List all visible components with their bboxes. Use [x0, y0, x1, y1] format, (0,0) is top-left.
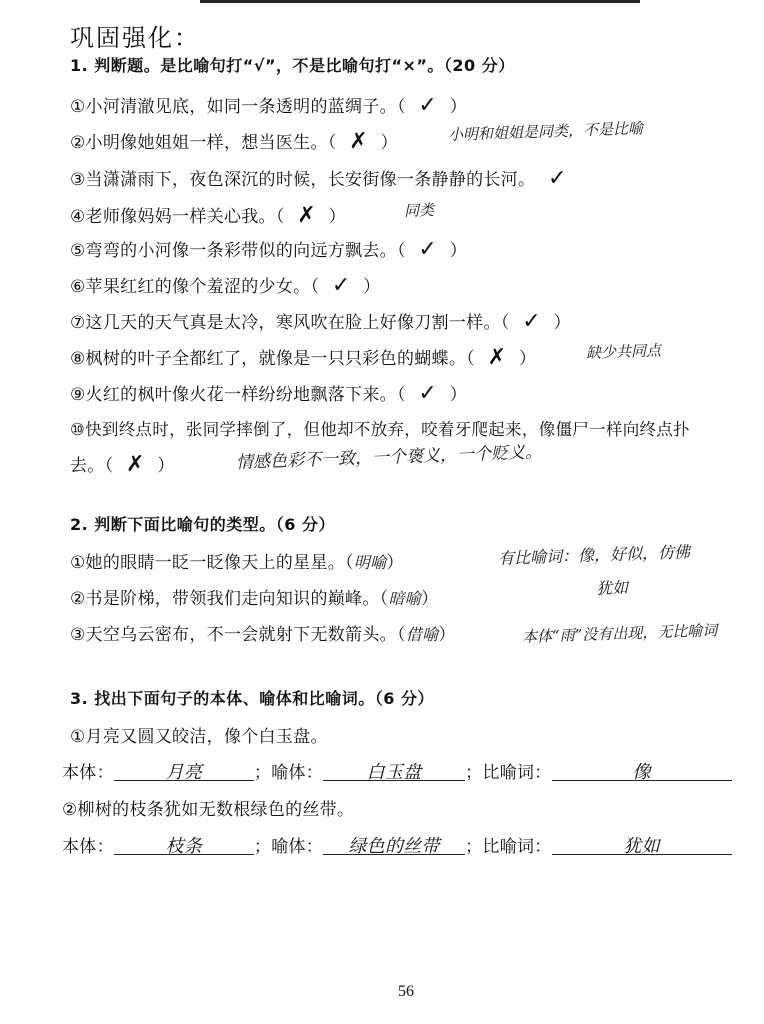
s1-open: （ [396, 241, 406, 261]
s1-item-text: ⑦这几天的天气真是太冷，寒风吹在脸上好像刀割一样。 [70, 313, 501, 333]
top-edge-line [200, 0, 640, 3]
s1-mark: ✗ [349, 129, 368, 154]
section3-heading: 3. 找出下面句子的本体、喻体和比喻词。（6 分） [70, 689, 434, 708]
s1-item-6 [70, 272, 381, 298]
s1-note-10: 情感色彩不一致，一个褒义，一个贬义。 [235, 442, 543, 473]
s1-item-text: ③当潇潇雨下，夜色深沉的时候，长安街像一条静静的长河。 [70, 170, 536, 190]
s2-close: ） [421, 589, 439, 609]
s1-open: （ [466, 349, 475, 369]
s1-close: ） [363, 277, 381, 297]
s1-item-text: ④老师像妈妈一样关心我。 [70, 207, 276, 227]
s1-mark: ✗ [297, 203, 317, 228]
s1-open: （ [310, 277, 320, 297]
biyuci-blank: 犹如 [552, 832, 732, 855]
s1-note-8: 缺少共同点 [585, 341, 662, 362]
s2-item-2 [70, 584, 438, 609]
s2-item-text: ②书是阶梯，带领我们走向知识的巅峰。 [70, 589, 380, 609]
s1-close: ） [449, 385, 468, 405]
s2-note-1b: 犹如 [595, 577, 629, 598]
s1-mark: ✓ [547, 166, 567, 191]
s3-row-2 [62, 832, 732, 857]
page-title: 巩固强化： [70, 24, 200, 52]
biyuci-label: ；比喻词： [465, 763, 552, 783]
s2-note-3: 本体“雨”没有出现，无比喻词 [521, 621, 718, 646]
s1-item-8 [70, 344, 536, 370]
s1-item-4 [70, 202, 346, 228]
s1-mark: ✓ [331, 273, 351, 298]
s1-mark: ✓ [522, 309, 541, 334]
s2-item-text: ①她的眼睛一眨一眨像天上的星星。 [70, 553, 346, 573]
yuti-label: ；喻体： [253, 763, 324, 783]
s1-item-7 [70, 308, 571, 334]
s1-item-1 [70, 92, 467, 118]
s1-close: ） [157, 456, 175, 476]
benti-label: 本体： [62, 763, 114, 783]
s1-open: （ [396, 97, 406, 117]
s1-note-2: 小明和姐姐是同类，不是比喻 [447, 119, 644, 144]
s2-answer: 暗喻 [388, 589, 422, 608]
s1-mark: ✓ [418, 381, 438, 406]
s1-item-text: ⑨火红的枫叶像火花一样纷纷地飘落下来。 [70, 385, 397, 405]
s1-item-10-line2 [70, 451, 175, 477]
s2-open: （ [396, 625, 406, 645]
benti-blank: 月亮 [114, 758, 254, 781]
s1-close: ） [380, 133, 398, 153]
s1-item-2 [70, 128, 398, 154]
s1-item-5 [70, 236, 467, 262]
s2-item-1 [70, 548, 404, 573]
s1-mark: ✓ [418, 93, 438, 118]
s1-item-text: 去。 [70, 456, 105, 476]
s2-answer: 明喻 [353, 553, 387, 572]
s1-item-9 [70, 380, 467, 406]
yuti-blank: 绿色的丝带 [323, 832, 465, 855]
s1-open: （ [500, 313, 510, 333]
s3-sentence-2: ②柳树的枝条犹如无数根绿色的丝带。 [62, 800, 355, 820]
biyuci-blank: 像 [552, 758, 732, 781]
benti-blank: 枝条 [114, 832, 254, 855]
s1-close: ） [328, 207, 346, 227]
s1-open: （ [327, 133, 337, 153]
page-number: 56 [398, 983, 414, 1000]
s3-row-1 [62, 758, 732, 783]
s1-open: （ [104, 456, 114, 476]
s1-open: （ [275, 207, 285, 227]
s1-item-text: ②小明像她姐姐一样，想当医生。 [70, 133, 328, 153]
section1-heading: 1. 判断题。是比喻句打“√”，不是比喻句打“×”。（20 分） [70, 56, 515, 75]
s1-close: ） [553, 313, 571, 333]
s1-mark: ✗ [126, 452, 145, 477]
s1-item-10-line1: ⑩快到终点时，张同学摔倒了，但他却不放弃，咬着牙爬起来，像僵尸一样向终点扑 [70, 420, 690, 439]
s1-close: ） [449, 97, 468, 117]
s1-item-text: ①小河清澈见底，如同一条透明的蓝绸子。 [70, 97, 397, 117]
s1-item-text: ⑤弯弯的小河像一条彩带似的向远方飘去。 [70, 241, 397, 261]
s1-item-text: ⑧枫树的叶子全都红了，就像是一只只彩色的蝴蝶。 [70, 349, 467, 369]
biyuci-label: ；比喻词： [465, 837, 552, 857]
s1-note-4: 同类 [403, 200, 435, 220]
yuti-label: ；喻体： [253, 837, 324, 857]
s2-open: （ [379, 589, 389, 609]
s1-close: ） [449, 241, 468, 261]
s2-note-1a: 有比喻词：像，好似，仿佛 [497, 542, 691, 568]
yuti-blank: 白玉盘 [323, 758, 465, 781]
s1-item-text: ⑥苹果红红的像个羞涩的少女。 [70, 277, 311, 297]
s2-item-text: ③天空乌云密布，不一会就射下无数箭头。 [70, 625, 397, 645]
s2-close: ） [438, 625, 456, 645]
s1-open: （ [396, 385, 406, 405]
s3-sentence-1: ①月亮又圆又皎洁，像个白玉盘。 [70, 727, 328, 747]
s1-mark: ✓ [418, 237, 438, 262]
s2-close: ） [386, 553, 404, 573]
s2-open: （ [345, 553, 354, 573]
s2-item-3 [70, 620, 456, 645]
section2-heading: 2. 判断下面比喻句的类型。（6 分） [70, 515, 335, 534]
s1-close: ） [518, 349, 537, 369]
s1-mark: ✗ [487, 345, 507, 370]
s2-answer: 借喻 [405, 625, 439, 644]
benti-label: 本体： [62, 837, 114, 857]
s1-item-3 [70, 165, 579, 191]
